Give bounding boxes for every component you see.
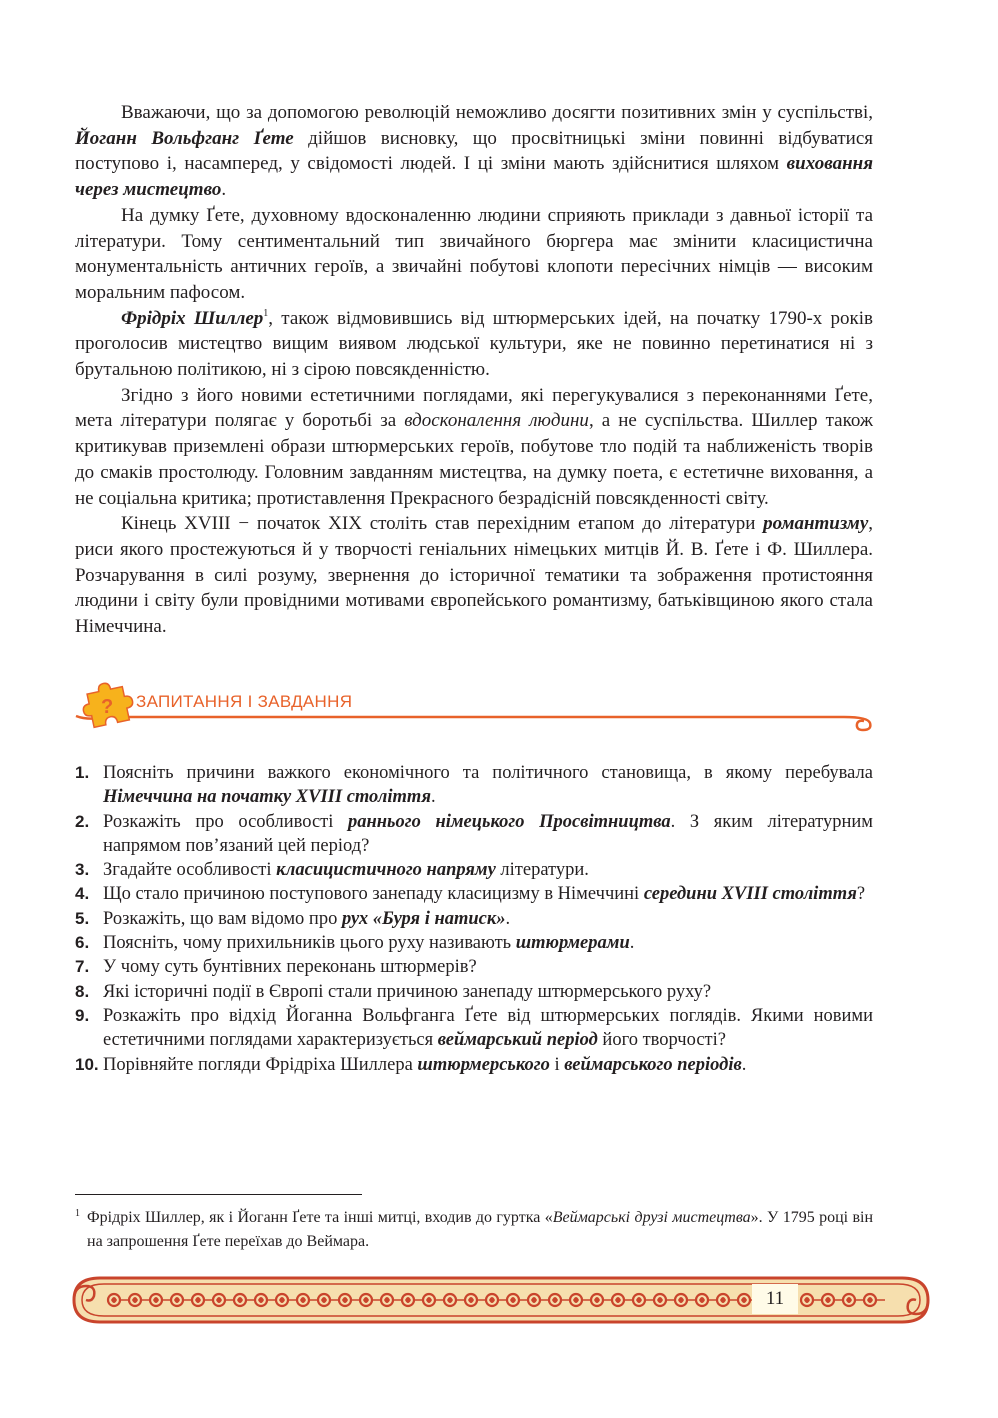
text-run: ». У 1795 році він на запрошення Ґете переїхав до Веймара.	[87, 1209, 874, 1250]
text-run: ?	[856, 884, 866, 905]
text-run: У чому суть бунтівних переконань штюрмерів?	[103, 957, 477, 978]
text-run: .	[741, 1054, 747, 1075]
text-run: Згідно з його новими естетичними поглядами, які перегукувалися з переконаннями Ґете, мета літератури полягає у боротьбі за	[75, 384, 873, 432]
text-run: Кінець XVIII − початок XIX століть став перехідним етапом до літератури	[121, 513, 764, 535]
text-run: дійшов висновку, що просвітницькі зміни повинні відбуватися поступово і, насамперед, у свідомості людей. І ці зміни мають здійснитися шляхом	[75, 127, 873, 175]
question-item	[75, 882, 873, 906]
text-run: .	[431, 787, 436, 808]
emphasis-text: Веймарські друзі мистецтва	[552, 1209, 751, 1226]
paragraph	[75, 306, 873, 383]
decorative-ornament-band	[70, 1272, 932, 1328]
text-run: і	[549, 1054, 565, 1075]
paragraph	[75, 203, 873, 306]
text-run: , також відмовившись від штюрмерських ідей, на початку 1790-х років проголосив мистецтво вищим виявом людської культури, яке не повинно перетинатися ні з брутальною політикою, ні з сірою повсякденністю.	[75, 307, 874, 381]
section-title: ЗАПИТАННЯ І ЗАВДАННЯ	[136, 692, 353, 711]
emphasis-text: Фрідріх Шиллер	[121, 307, 264, 329]
text-run: . З яким літературним напрямом пов’язаний цей період?	[103, 811, 873, 856]
question-number: 9.	[75, 1005, 90, 1025]
question-item	[75, 761, 873, 810]
emphasis-text: штюрмерами	[515, 933, 630, 954]
footnote	[75, 1206, 873, 1254]
question-item	[75, 858, 873, 882]
paragraph	[75, 100, 873, 203]
question-number: 8.	[75, 981, 90, 1001]
text-run: його творчості?	[597, 1030, 726, 1051]
text-run: , риси якого простежуються й у творчості геніальних німецьких митців Й. В. Ґете і Ф. Шиллера. Розчарування в силі розуму, звернення до історичної тематики та зображення протистояння людини і світу були провідними мотивами європейського романтизму, батьківщиною якого стала Німеччина.	[75, 513, 873, 638]
text-run: Фрідріх Шиллер, як і Йоганн Ґете та інші митці, входив до гуртка «	[87, 1209, 553, 1226]
question-number: 10.	[75, 1054, 99, 1074]
questions-list	[75, 761, 873, 1077]
emphasis-text: Німеччина на початку XVIII століття	[103, 787, 432, 808]
text-run: Розкажіть про особливості	[103, 811, 349, 832]
question-item	[75, 931, 873, 955]
emphasis-text: веймарський період	[437, 1030, 598, 1051]
text-run: Розкажіть, що вам відомо про	[103, 908, 342, 929]
text-run: Згадайте особливості	[103, 860, 277, 881]
question-number: 2.	[75, 811, 90, 831]
footnote-mark: 1	[75, 1208, 80, 1219]
emphasis-text: класицистичного напряму	[276, 860, 496, 881]
question-item	[75, 955, 873, 979]
questions-section-header	[68, 680, 878, 740]
emphasis-text: рух «Буря і натиск»	[341, 908, 506, 929]
paragraph	[75, 383, 873, 512]
page-number: 11	[752, 1284, 798, 1314]
question-item	[75, 1053, 873, 1077]
emphasis-text: виховання через мистецтво	[75, 153, 873, 201]
footnote-divider	[75, 1194, 362, 1195]
question-number: 5.	[75, 908, 90, 928]
text-run: Які історичні події в Європі стали причиною занепаду штюрмерського руху?	[103, 981, 712, 1002]
question-item	[75, 1004, 873, 1053]
emphasis-text: Йоганн Вольфганг Ґете	[75, 127, 294, 149]
question-item	[75, 980, 873, 1004]
question-number: 3.	[75, 860, 90, 880]
text-run: Поясніть причини важкого економічного та політичного становища, в якому перебувала	[103, 763, 873, 783]
text-run: .	[221, 179, 227, 201]
question-number: 4.	[75, 884, 90, 904]
emphasis-text: веймарського періодів	[564, 1054, 742, 1075]
text-run: Вважаючи, що за допомогою революцій неможливо досягти позитивних змін у суспільстві,	[121, 102, 873, 123]
main-text	[75, 100, 873, 640]
text-run: , а не суспільства. Шиллер також критикував приземлені образи штюрмерських героїв, побутове тло подій та наближеність творів до смаків простолюду. Головним завданням мистецтва, на думку поета, є естетичне виховання, а не соціальна критика; протиставлення Прекрасного безрадісній повсякденності світу.	[75, 410, 873, 509]
text-run: Порівняйте погляди Фрідріха Шиллера	[103, 1054, 418, 1075]
question-number: 7.	[75, 957, 90, 977]
svg-text:?: ?	[101, 696, 114, 718]
text-run: .	[629, 933, 635, 954]
emphasis-text: вдосконалення людини	[404, 410, 589, 432]
question-number: 1.	[75, 763, 90, 782]
paragraph	[75, 511, 873, 640]
text-run: літератури.	[495, 860, 589, 881]
emphasis-text: раннього німецького Просвітництва	[348, 811, 671, 832]
question-item	[75, 810, 873, 859]
question-item	[75, 907, 873, 931]
text-run: На думку Ґете, духовному вдосконаленню людини сприяють приклади з давньої історії та літератури. Тому сентиментальний тип звичайного бюргера має змінити класицистична монументальність античних героїв, а звичайні побутові клопоти пересічних німців — високим моральним пафосом.	[75, 204, 873, 303]
emphasis-text: штюрмерського	[417, 1054, 550, 1075]
emphasis-text: середини XVIII століття	[643, 884, 857, 905]
footnote-text	[75, 1206, 873, 1254]
emphasis-text: романтизму	[763, 513, 869, 535]
text-run: Поясніть, чому прихильників цього руху називають	[103, 933, 516, 954]
question-number: 6.	[75, 933, 90, 953]
text-run: Що стало причиною поступового занепаду класицизму в Німеччині	[103, 884, 644, 905]
text-run: .	[505, 908, 511, 929]
text-run: Розкажіть про відхід Йоганна Вольфганга Ґете від штюрмерських поглядів. Якими новими естетичними поглядами характеризується	[103, 1005, 873, 1051]
footnote-reference: 1	[263, 307, 269, 319]
